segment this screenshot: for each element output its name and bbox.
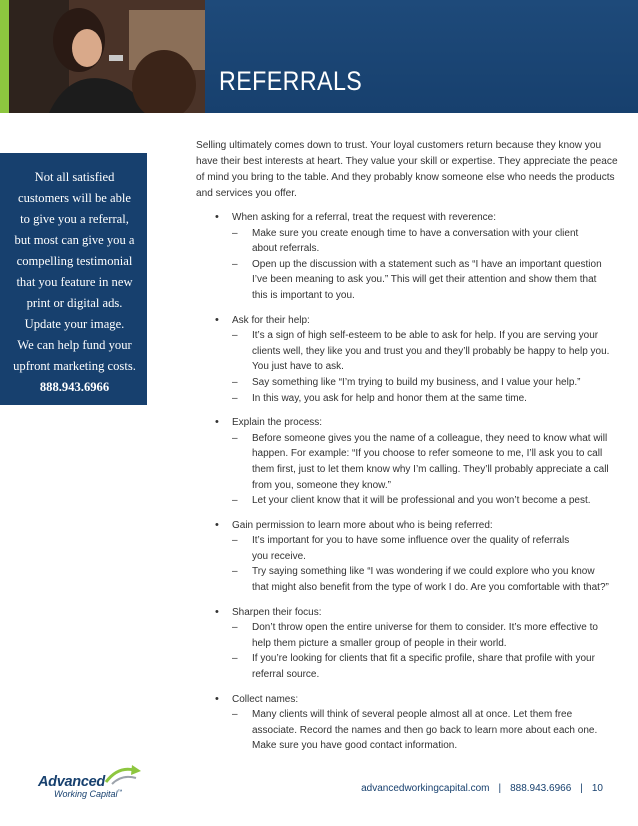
callout-line: customers will be able <box>18 191 131 205</box>
tip-subitem-line: referral source. <box>252 669 320 681</box>
tip-subitem <box>232 375 608 391</box>
tip-subitem-line: Try saying something like “I was wondering if we could explore who you know <box>252 566 595 578</box>
tip-heading: Collect names: <box>232 693 299 705</box>
dash-icon: – <box>232 330 238 342</box>
tip-heading: Sharpen their focus: <box>232 606 322 618</box>
intro-paragraph <box>196 138 618 202</box>
dash-icon: – <box>232 227 238 239</box>
page-number: 10 <box>591 783 603 794</box>
intro-line: and services you offer. <box>196 188 297 199</box>
tip-subitem <box>232 328 608 375</box>
tip-subitem-line: clients well, they like you and trust you and they’ll probably be happy to help you. <box>252 345 610 357</box>
callout-line: Update your image. <box>24 317 125 331</box>
callout-line: that you feature in new <box>16 275 133 289</box>
dash-icon: – <box>232 392 238 404</box>
tip-subitem-line: Don’t throw open the entire universe for them to consider. It’s more effective to <box>252 622 598 634</box>
callout-text <box>6 167 143 398</box>
bullet-icon: • <box>215 313 219 326</box>
intro-line: have their best interests at heart. They value your skill or expertise. They appreciate the peace <box>196 156 618 167</box>
tip-subitem-line: If you’re looking for clients that fit a specific profile, share that profile with your <box>252 653 595 665</box>
tip-subitem-line: Let your client know that it will be professional and you won’t become a pest. <box>252 495 591 507</box>
tip-subitem-line: In this way, you ask for help and honor them at the same time. <box>252 392 527 404</box>
tip-subitem-line: Make sure you have good contact information. <box>252 740 458 752</box>
tip-subitem <box>232 391 608 407</box>
bullet-icon: • <box>215 692 219 705</box>
sidebar-callout <box>0 153 147 405</box>
tip-subitem <box>232 651 608 682</box>
tip-subitem <box>232 493 608 509</box>
tip-sublist <box>232 533 608 595</box>
tip-subitem <box>232 707 608 754</box>
tip-subitem-line: I’ve been meaning to ask you.” This will get their attention and show them that <box>252 274 597 286</box>
bullet-icon: • <box>215 605 219 618</box>
accent-strip <box>0 0 9 113</box>
header-photo <box>9 0 205 113</box>
tip-item <box>196 210 608 304</box>
tip-subitem <box>232 620 608 651</box>
callout-line: compelling testimonial <box>16 254 133 268</box>
tip-sublist <box>232 431 608 509</box>
intro-line: of mind you bring to the table. And they probably know someone else who needs the products <box>196 172 615 183</box>
callout-line: We can help fund your <box>17 338 132 352</box>
dash-icon: – <box>232 258 238 270</box>
dash-icon: – <box>232 566 238 578</box>
logo-arrow-icon <box>104 764 144 786</box>
company-logo <box>34 762 144 802</box>
callout-line: to give you a referral, <box>20 212 129 226</box>
callout-line: print or digital ads. <box>26 296 123 310</box>
footer-separator: | <box>580 783 583 794</box>
tip-subitem-line: Many clients will think of several people almost all at once. Let them free <box>252 709 573 721</box>
tip-subitem-line: you receive. <box>252 550 306 562</box>
tip-sublist <box>232 620 608 682</box>
logo-subtitle: Working Capital™ <box>54 789 123 799</box>
tip-subitem-line: that might also benefit from the type of work I do. Are you comfortable with that?” <box>252 582 609 594</box>
dash-icon: – <box>232 495 238 507</box>
dash-icon: – <box>232 376 238 388</box>
bullet-icon: • <box>215 518 219 531</box>
dash-icon: – <box>232 709 238 721</box>
callout-line: upfront marketing costs. <box>13 359 136 373</box>
bullet-icon: • <box>215 416 219 429</box>
header-band <box>205 0 638 113</box>
main-content <box>196 138 618 763</box>
tip-item <box>196 605 608 683</box>
tip-sublist <box>232 328 608 406</box>
dash-icon: – <box>232 653 238 665</box>
tip-subitem-line: help them picture a smaller group of people in their world. <box>252 637 507 649</box>
tip-subitem-line: It’s important for you to have some influence over the quality of referrals <box>252 535 570 547</box>
tip-subitem-line: You just have to ask. <box>252 361 344 373</box>
tip-sublist <box>232 226 608 304</box>
tip-subitem-line: Before someone gives you the name of a colleague, they need to know what will <box>252 432 608 444</box>
logo-wordmark: Advanced <box>38 774 105 790</box>
tip-subitem <box>232 226 608 257</box>
tip-subitem-line: about referrals. <box>252 243 320 255</box>
tip-subitem-line: Make sure you create enough time to have a conversation with your client <box>252 227 579 239</box>
dash-icon: – <box>232 622 238 634</box>
tip-subitem-line: Open up the discussion with a statement such as “I have an important question <box>252 258 602 270</box>
footer <box>361 783 603 794</box>
tip-heading: Explain the process: <box>232 417 323 429</box>
tip-item <box>196 313 608 407</box>
tip-subitem-line: associate. Record the names and then go back to learn more about each one. <box>252 724 598 736</box>
tip-subitem-line: from you, someone they know.” <box>252 479 391 491</box>
tip-subitem-line: happen. For example: “If you choose to refer someone to me, I’ll ask you to call <box>252 448 603 460</box>
tip-subitem <box>232 257 608 304</box>
tip-heading: Ask for their help: <box>232 314 310 326</box>
tip-item <box>196 415 608 509</box>
tip-subitem <box>232 533 608 564</box>
intro-line: Selling ultimately comes down to trust. Your loyal customers return because they know you <box>196 140 602 151</box>
tip-heading: Gain permission to learn more about who is being referred: <box>232 519 493 531</box>
footer-separator: | <box>498 783 502 794</box>
callout-line: but most can give you a <box>14 233 135 247</box>
tips-list <box>196 210 608 754</box>
footer-phone: 888.943.6966 <box>510 783 572 794</box>
callout-phone: 888.943.6966 <box>39 380 110 394</box>
tip-subitem-line: them first, just to let them know why I’m calling. They’ll probably appreciate a call <box>252 463 609 475</box>
tip-subitem <box>232 564 608 595</box>
tip-subitem-line: this is important to you. <box>252 289 355 301</box>
tip-subitem-line: It’s a sign of high self-esteem to be able to ask for help. If you are serving your <box>252 330 599 342</box>
tip-sublist <box>232 707 608 754</box>
tip-subitem-line: Say something like “I’m trying to build my business, and I value your help.” <box>252 376 581 388</box>
footer-website: advancedworkingcapital.com <box>361 783 490 794</box>
dash-icon: – <box>232 432 238 444</box>
callout-line: Not all satisfied <box>34 170 115 184</box>
tip-heading: When asking for a referral, treat the request with reverence: <box>232 212 497 223</box>
tip-item <box>196 692 608 754</box>
bullet-icon: • <box>215 211 219 223</box>
page-title: REFERRALS <box>219 66 363 96</box>
tip-item <box>196 518 608 596</box>
tip-subitem <box>232 431 608 493</box>
dash-icon: – <box>232 535 238 547</box>
